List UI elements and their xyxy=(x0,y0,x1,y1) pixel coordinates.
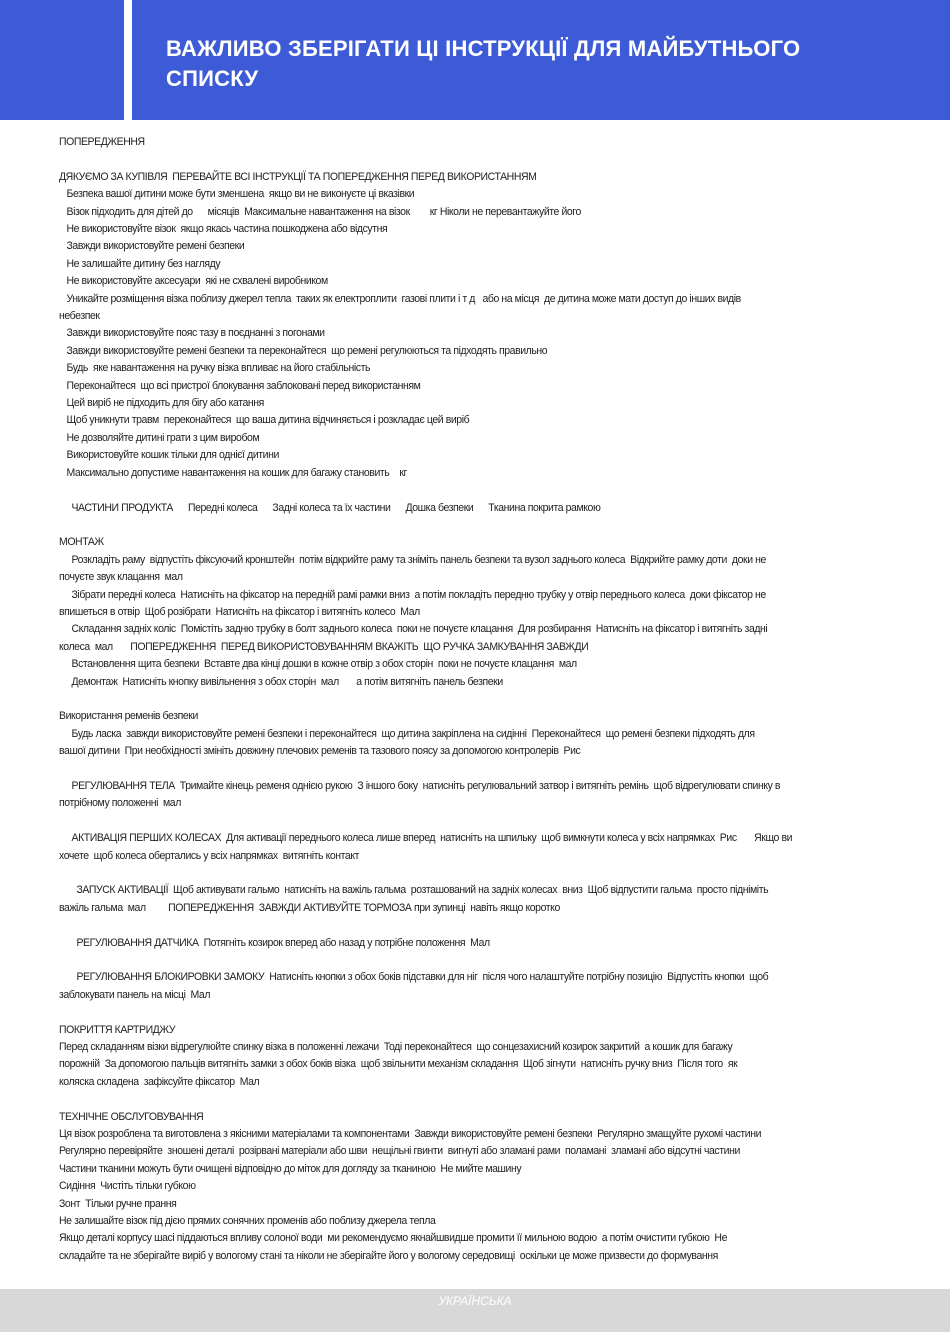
text-line: Сидіння Чистіть тільки губкою xyxy=(59,1180,196,1193)
text-line: Зонт Тільки ручне прання xyxy=(59,1197,177,1210)
page-title-line-2: СПИСКУ xyxy=(166,66,259,91)
text-line: Безпека вашої дитини може бути зменшена якщо ви не виконуєте ці вказівки xyxy=(59,188,415,201)
text-line: АКТИВАЦІЯ ПЕРШИХ КОЛЕСАХ Для активації переднього колеса лише вперед натисніть на шпильку щоб вимкнути колеса у всіх напрямках Рис Якщо ви xyxy=(59,832,793,845)
text-line: Якщо деталі корпусу шасі піддаються впливу солоної води ми рекомендуємо якнайшвидше промити її мильною водою а потім очистити губкою Не xyxy=(59,1232,727,1245)
text-line: ЧАСТИНИ ПРОДУКТА Передні колеса Задні колеса та їх частини Дошка безпеки Тканина покрита рамкою xyxy=(59,501,601,514)
text-line: Ця візок розроблена та виготовлена з якісними матеріалами та компонентами Завжди використовуйте ремені безпеки Регулярно змащуйте рухомі частини xyxy=(59,1127,762,1140)
text-line: порожній За допомогою пальців витягніть замки з обох боків візка щоб звільнити механізм складання Щоб зігнути натисніть ручку вниз Після того як xyxy=(59,1058,738,1071)
text-line: Максимально допустиме навантаження на кошик для багажу становить кг xyxy=(59,466,407,479)
text-line: Переконайтеся що всі пристрої блокування заблоковані перед використанням xyxy=(59,379,421,392)
header-banner xyxy=(0,0,950,120)
footer-bar xyxy=(0,1289,950,1332)
blank-line xyxy=(59,917,827,934)
text-line: Демонтаж Натисніть кнопку вивільнення з обох сторін мал а потім витягніть панель безпеки xyxy=(59,675,503,688)
text-line: Не залишайте візок під дією прямих сонячних променів або поблизу джерела тепла xyxy=(59,1215,436,1228)
text-line: Розкладіть раму відпустіть фіксуючий кронштейн потім відкрийте раму та зніміть панель безпеки та вузол заднього колеса Відкрийте рамку доти доки не xyxy=(59,553,766,566)
language-label: УКРАЇНСЬКА xyxy=(438,1294,512,1308)
text-line: Не використовуйте аксесуари які не схвалені виробником xyxy=(59,275,328,288)
text-line: Будь ласка завжди використовуйте ремені безпеки і переконайтеся що дитина закріплена на сидінні Переконайтеся що ремені безпеки підходять для xyxy=(59,727,755,740)
page-title-line-1: ВАЖЛИВО ЗБЕРІГАТИ ЦІ ІНСТРУКЦІЇ ДЛЯ МАЙБУТНЬОГО xyxy=(166,36,801,61)
text-line: Використання ременів безпеки xyxy=(59,710,198,723)
text-line: РЕГУЛЮВАННЯ ТЕЛА Тримайте кінець ременя однією рукою З іншого боку натисніть регулювальний затвор і витягніть ремінь щоб відрегулювати спинку в xyxy=(59,779,781,792)
blank-line xyxy=(59,952,827,969)
blank-line xyxy=(59,761,827,778)
text-line: заблокувати панель на місці Мал xyxy=(59,988,211,1001)
text-line: Не залишайте дитину без нагляду xyxy=(59,257,221,270)
instructions-body xyxy=(59,134,827,1265)
header-stripe xyxy=(124,0,132,120)
text-line: Перед складанням візки відрегулюйте спинку візка в положенні лежачи Тоді переконайтеся що сонцезахисний козирок закритий а кошик для багажу xyxy=(59,1040,733,1053)
text-line: Зібрати передні колеса Натисніть на фіксатор на передній рамі рамки вниз а потім покладіть передню трубку у отвір переднього колеса доки фіксатор не xyxy=(59,588,766,601)
text-line: МОНТАЖ xyxy=(59,536,104,549)
text-line: хочете щоб колеса обертались у всіх напрямках витягніть контакт xyxy=(59,849,360,862)
text-line: Цей виріб не підходить для бігу або катання xyxy=(59,397,264,410)
text-line: Не дозволяйте дитині грати з цим виробом xyxy=(59,431,260,444)
text-line: Встановлення щита безпеки Вставте два кінці дошки в кожне отвір з обох сторін поки не почуєте клацання мал xyxy=(59,658,577,671)
text-line: складайте та не зберігайте виріб у вологому стані та ніколи не зберігайте його у вологому середовищі оскільки це може призвести до формування xyxy=(59,1249,718,1262)
text-line: Завжди використовуйте ремені безпеки та переконайтеся що ремені регулюються та підходять правильно xyxy=(59,344,548,357)
text-line: Будь яке навантаження на ручку візка впливає на його стабільність xyxy=(59,362,371,375)
blank-line xyxy=(59,813,827,830)
text-line: РЕГУЛЮВАННЯ ДАТЧИКА Потягніть козирок вперед або назад у потрібне положення Мал xyxy=(59,936,490,949)
text-line: Складання задніх коліс Помістіть задню трубку в болт заднього колеса поки не почуєте клацання Для розбирання Натисніть на фіксатор і витягніть задні xyxy=(59,623,768,636)
text-line: вашої дитини При необхідності змініть довжину плечових ременів та тазового поясу за допомогою контролерів Рис xyxy=(59,745,581,758)
text-line: Не використовуйте візок якщо якась частина пошкоджена або відсутня xyxy=(59,223,388,236)
blank-line xyxy=(59,151,827,168)
text-line: Використовуйте кошик тільки для однієї дитини xyxy=(59,449,279,462)
page-title xyxy=(166,34,906,94)
text-line: коляска складена зафіксуйте фіксатор Мал xyxy=(59,1075,260,1088)
blank-line xyxy=(59,1091,827,1108)
text-line: ДЯКУЄМО ЗА КУПІВЛЯ ПЕРЕВАЙТЕ ВСІ ІНСТРУКЦІЇ ТА ПОПЕРЕДЖЕННЯ ПЕРЕД ВИКОРИСТАННЯМ xyxy=(59,170,537,183)
text-line: Візок підходить для дітей до місяців Максимальне навантаження на візок кг Ніколи не перевантажуйте його xyxy=(59,205,581,218)
text-line: ЗАПУСК АКТИВАЦІЇ Щоб активувати гальмо натисніть на важіль гальма розташований на задніх колесах вниз Щоб відпустити гальма просто підніміть xyxy=(59,884,769,897)
blank-line xyxy=(59,482,827,499)
blank-line xyxy=(59,517,827,534)
text-line: впишеться в отвір Щоб розібрати Натисніть на фіксатор і витягніть колесо Мал xyxy=(59,605,420,618)
blank-line xyxy=(59,691,827,708)
text-line: Завжди використовуйте ремені безпеки xyxy=(59,240,245,253)
text-line: ПОПЕРЕДЖЕННЯ xyxy=(59,136,145,148)
text-line: небезпек xyxy=(59,310,100,323)
text-line: почуєте звук клацання мал xyxy=(59,571,183,584)
text-line: Частини тканини можуть бути очищені відповідно до міток для догляду за тканиною Не мийте машину xyxy=(59,1162,522,1175)
text-line: важіль гальма мал ПОПЕРЕДЖЕННЯ ЗАВЖДИ АКТИВУЙТЕ ТОРМОЗА при зупинці навіть якщо коротко xyxy=(59,901,560,914)
text-line: потрібному положенні мал xyxy=(59,797,181,810)
text-line: РЕГУЛЮВАННЯ БЛОКИРОВКИ ЗАМОКУ Натисніть кнопки з обох боків підставки для ніг після чого налаштуйте потрібну позицію Відпустіть кнопки щоб xyxy=(59,971,769,984)
blank-line xyxy=(59,865,827,882)
blank-line xyxy=(59,1004,827,1021)
text-line: Щоб уникнути травм переконайтеся що ваша дитина відчиняється і розкладає цей виріб xyxy=(59,414,470,427)
text-line: ТЕХНІЧНЕ ОБСЛУГОВУВАННЯ xyxy=(59,1110,204,1123)
text-line: колеса мал ПОПЕРЕДЖЕННЯ ПЕРЕД ВИКОРИСТОВУВАННЯМ ВКАЖІТЬ ЩО РУЧКА ЗАМКУВАННЯ ЗАВЖДИ xyxy=(59,640,589,653)
text-line: ПОКРИТТЯ КАРТРИДЖУ xyxy=(59,1023,176,1036)
text-line: Регулярно перевіряйте зношені деталі розірвані матеріали або шви нещільні гвинти вигнуті або зламані рами поламані зламані або відсутні частини xyxy=(59,1145,740,1158)
text-line: Завжди використовуйте пояс тазу в поєднанні з погонами xyxy=(59,327,325,340)
text-line: Уникайте розміщення візка поблизу джерел тепла таких як електроплити газові плити і т д або на місця де дитина може мати доступ до інших видів xyxy=(59,292,741,305)
